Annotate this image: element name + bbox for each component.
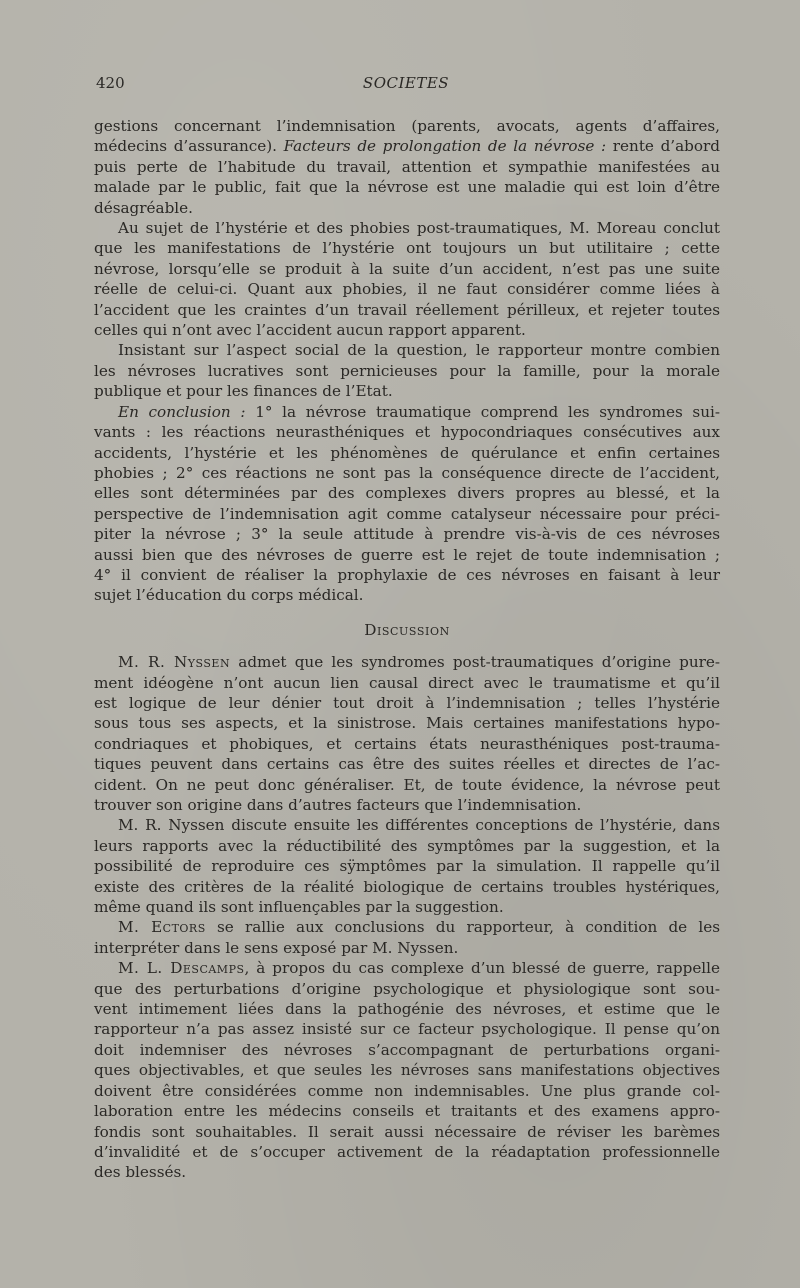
text-line: condriaques et phobiques, et certains états neurasthéniques post-trauma- xyxy=(94,734,720,753)
text-line: trouver son origine dans d’autres facteurs que l’indemnisation. xyxy=(94,796,582,814)
speaker-name: M. R. Nyssen xyxy=(118,653,231,672)
text-span: rente d’abord xyxy=(612,137,721,156)
text-line xyxy=(94,402,720,422)
paragraph-conclusion xyxy=(94,402,720,606)
text-line: publique et pour les finances de l’Etat. xyxy=(94,382,393,401)
text-line: 4° il convient de réaliser la prophylaxie de ces névroses en faisant à leur xyxy=(94,565,720,584)
text-line: névrose, lorsqu’elle se produit à la suite d’un accident, n’est pas une suite xyxy=(94,259,720,278)
text-line: doit indemniser des névroses s’accompagnant de perturbations organi- xyxy=(94,1040,720,1059)
text-line: que les manifestations de l’hystérie ont toujours un but utilitaire ; cette xyxy=(94,239,720,258)
text-line: les névroses lucratives sont pernicieuses pour la famille, pour la morale xyxy=(94,361,720,380)
text-line xyxy=(94,958,720,978)
text-line: phobies ; 2° ces réactions ne sont pas la conséquence directe de l’accident, xyxy=(94,463,720,482)
text-line: ques objectivables, et que seules les névroses sans manifestations objectives xyxy=(94,1061,720,1080)
running-title: SOCIETES xyxy=(362,74,450,92)
text-line: puis perte de l’habitude du travail, attention et sympathie manifestées au xyxy=(94,157,720,176)
text-line: même quand ils sont influençables par la suggestion. xyxy=(94,898,504,917)
paragraph-3 xyxy=(94,340,720,401)
section-heading: Discussion xyxy=(364,620,450,639)
text-span: médecins d’assurance). xyxy=(94,137,278,156)
text-line: vants : les réactions neurasthéniques et hypocondriaques consécutives aux xyxy=(94,423,720,442)
text-line: rapporteur n’a pas assez insisté sur ce facteur psychologique. Il pense qu’on xyxy=(94,1020,720,1039)
text-line: leurs rapports avec la réductibilité des symptômes par la suggestion, et la xyxy=(94,836,720,855)
text-line: ment idéogène n’ont aucun lien causal direct avec le traumatisme et qu’il xyxy=(94,673,720,692)
text-line: existe des critères de la réalité biologique de certains troubles hystériques, xyxy=(94,877,720,896)
text-line: que des perturbations d’origine psychologique et physiologique sont sou- xyxy=(94,979,720,998)
text-line: malade par le public, fait que la névrose est une maladie qui est loin d’être xyxy=(94,178,720,197)
text-line: tiques peuvent dans certains cas être des suites réelles et directes de l’ac- xyxy=(94,755,720,774)
speaker-name: M. L. Descamps xyxy=(118,959,245,978)
text-line: gestions concernant l’indemnisation (parents, avocats, agents d’affaires, xyxy=(94,117,720,135)
text-span: , à propos du cas complexe d’un blessé de guerre, rappelle xyxy=(244,959,721,978)
text-line: accidents, l’hystérie et les phénomènes de quérulance et enfin certaines xyxy=(94,443,720,462)
text-line: l’accident que les craintes d’un travail réellement périlleux, et rejeter toutes xyxy=(94,300,720,319)
paragraph-nyssen xyxy=(94,652,720,815)
text-line: d’invalidité et de s’occuper activement de la réadaptation professionnelle xyxy=(94,1142,720,1161)
text-line: laboration entre les médecins conseils et traitants et des examens appro- xyxy=(94,1102,720,1121)
text-line: des blessés. xyxy=(94,1163,187,1182)
text-line xyxy=(94,652,720,672)
text-line: possibilité de reproduire ces sÿmptômes par la simulation. Il rappelle qu’il xyxy=(94,857,720,876)
speaker-name: M. Ectors xyxy=(118,918,206,937)
text-span: 1° la névrose traumatique comprend les syndromes sui- xyxy=(255,402,720,421)
text-line: interpréter dans le sens exposé par M. Nyssen. xyxy=(94,938,459,957)
page-body xyxy=(94,116,720,1183)
text-line: est logique de leur dénier tout droit à l’indemnisation ; telles l’hystérie xyxy=(94,693,720,712)
paragraph-nyssen-2 xyxy=(94,815,720,917)
text-line: sous tous ses aspects, et la sinistrose. Mais certaines manifestations hypo- xyxy=(94,714,720,733)
paragraph-2 xyxy=(94,218,720,340)
text-span: se rallie aux conclusions du rapporteur, à condition de les xyxy=(216,918,721,937)
text-line: aussi bien que des névroses de guerre est le rejet de toute indemnisation ; xyxy=(94,545,720,564)
text-line: celles qui n’ont avec l’accident aucun rapport apparent. xyxy=(94,321,526,340)
text-line: vent intimement liées dans la pathogénie des névroses, et estime que le xyxy=(94,1000,720,1019)
paragraph-1 xyxy=(94,116,720,218)
text-line: Insistant sur l’aspect social de la question, le rapporteur montre combien xyxy=(118,341,720,360)
paragraph-ectors xyxy=(94,917,720,958)
text-line: piter la névrose ; 3° la seule attitude à prendre vis-à-vis de ces névroses xyxy=(94,525,720,544)
text-line: Au sujet de l’hystérie et des phobies post-traumatiques, M. Moreau conclut xyxy=(118,219,720,238)
text-line: réelle de celui-ci. Quant aux phobies, il ne faut considérer comme liées à xyxy=(94,280,720,299)
text-line xyxy=(94,917,720,937)
text-line: fondis sont souhaitables. Il serait aussi nécessaire de réviser les barèmes xyxy=(94,1122,720,1141)
text-line: M. R. Nyssen discute ensuite les différentes conceptions de l’hystérie, dans xyxy=(118,816,720,835)
text-line: elles sont déterminées par des complexes divers propres au blessé, et la xyxy=(94,484,720,503)
page-header xyxy=(96,74,716,98)
text-line xyxy=(94,136,720,156)
paragraph-descamps xyxy=(94,958,720,1182)
text-line: cident. On ne peut donc généraliser. Et, de toute évidence, la névrose peut xyxy=(94,775,720,794)
italic-phrase: Facteurs de prolongation de la névrose : xyxy=(283,137,607,156)
page-number: 420 xyxy=(96,74,125,92)
text-line: sujet l’éducation du corps médical. xyxy=(94,586,364,605)
text-line: désagréable. xyxy=(94,198,193,217)
text-line: doivent être considérées comme non indemnisables. Une plus grande col- xyxy=(94,1081,720,1100)
italic-phrase: En conclusion : xyxy=(118,402,246,421)
text-line: perspective de l’indemnisation agit comme catalyseur nécessaire pour préci- xyxy=(94,504,720,523)
text-span: admet que les syndromes post-traumatiques d’origine pure- xyxy=(238,653,721,672)
